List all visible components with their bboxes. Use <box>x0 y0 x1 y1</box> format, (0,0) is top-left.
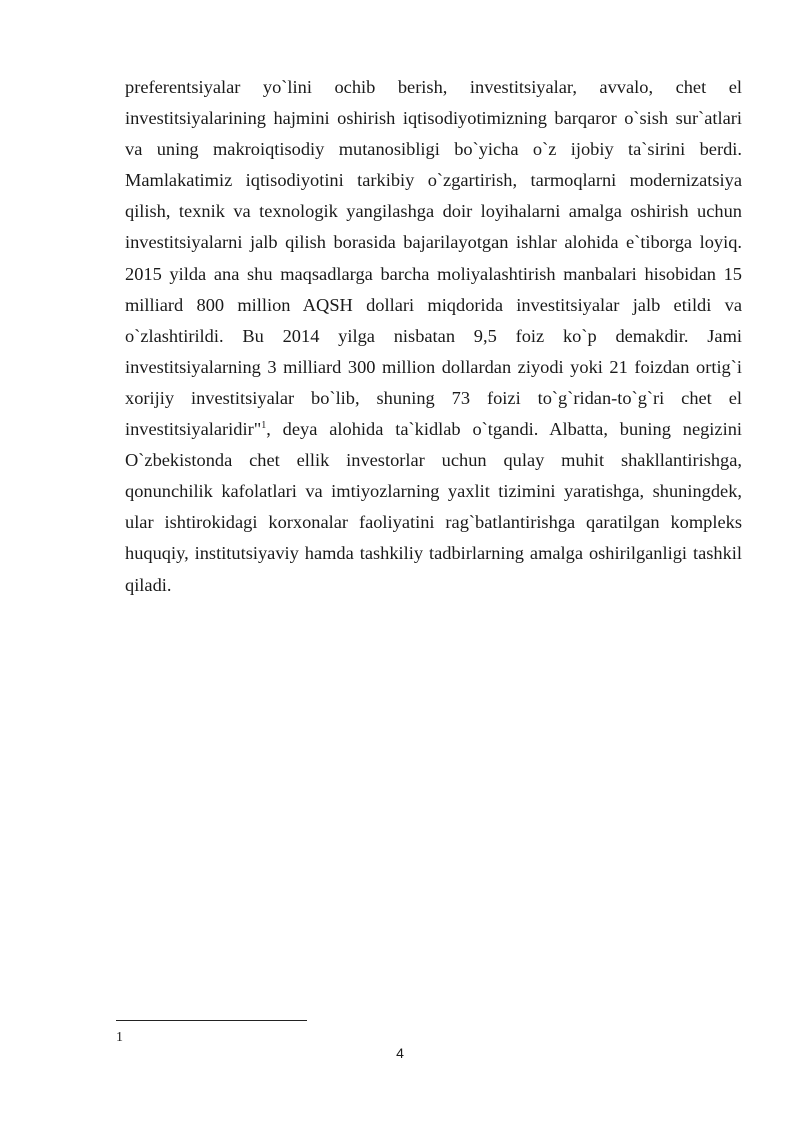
footnote-reference[interactable]: 1 <box>261 419 267 431</box>
page-number: 4 <box>396 1045 404 1061</box>
body-paragraph <box>125 72 742 601</box>
paragraph-text-after-ref: , deya alohida ta`kidlab o`tgandi. Albatta, buning negizini O`zbekistonda chet ellik investorlar uchun qulay muhit shakllantirishga, qonunchilik kafolatlari va imtiyozlarning yaxlit tizimini yaratishga, shuningdek, ular ishtirokidagi korxonalar faoliyatini rag`batlantirishga qaratilgan kompleks huquqiy, institutsiyaviy hamda tashkiliy tadbirlarning amalga oshirilganligi tashkil qiladi. <box>125 419 742 595</box>
paragraph-text-before-ref: preferentsiyalar yo`lini ochib berish, investitsiyalar, avvalo, chet el investitsiyalarining hajmini oshirish iqtisodiyotimizning barqaror o`sish sur`atlari va uning makroiqtisodiy mutanosibligi bo`yicha o`z ijobiy ta`sirini berdi. Mamlakatimiz iqtisodiyotini tarkibiy o`zgartirish, tarmoqlarni modernizatsiya qilish, texnik va texnologik yangilashga doir loyihalarni amalga oshirish uchun investitsiyalarni jalb qilish borasida bajarilayotgan ishlar alohida e`tiborga loyiq. 2015 yilda ana shu maqsadlarga barcha moliyalashtirish manbalari hisobidan 15 milliard 800 million AQSH dollari miqdorida investitsiyalar jalb etildi va o`zlashtirildi. Bu 2014 yilga nisbatan 9,5 foiz ko`p demakdir. Jami investitsiyalarning 3 milliard 300 million dollardan ziyodi yoki 21 foizdan ortig`i xorijiy investitsiyalar bo`lib, shuning 73 foizi to`g`ridan-to`g`ri chet el investitsiyalaridir" <box>125 77 742 440</box>
footnote-separator <box>116 1020 307 1021</box>
footnote-marker: 1 <box>116 1030 123 1045</box>
